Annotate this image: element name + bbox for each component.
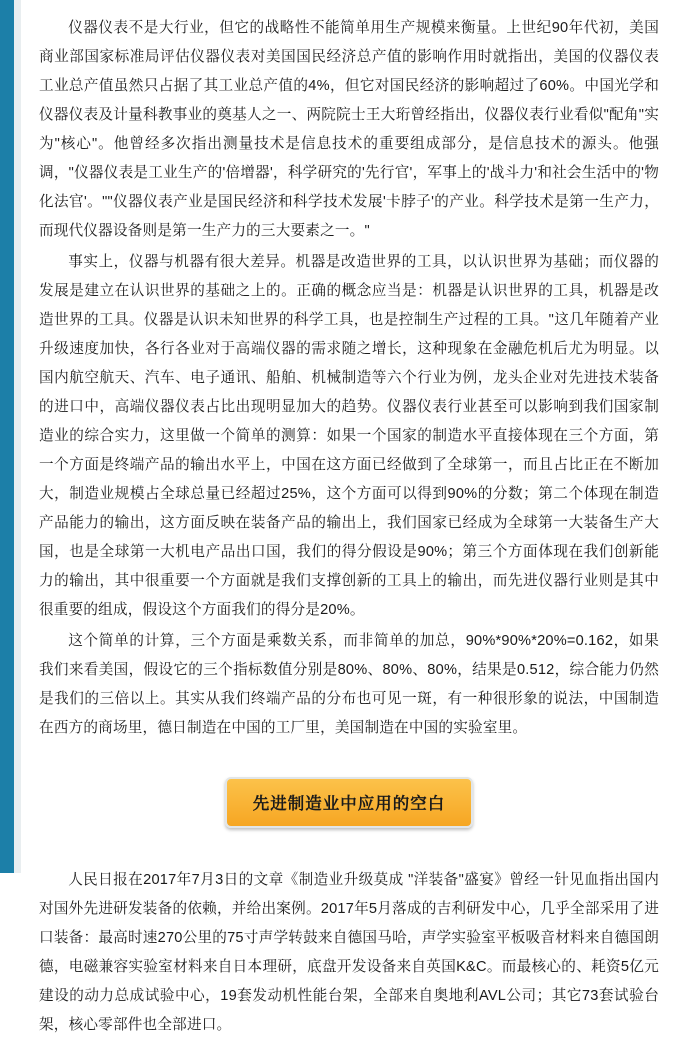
left-rail-inner-strip [14,0,21,873]
paragraph-3: 这个简单的计算，三个方面是乘数关系，而非简单的加总，90%*90%*20%=0.162，如果我们来看美国，假设它的三个指标数值分别是80%、80%、80%，结果是0.512，综合能力仍然是我们的三倍以上。其实从我们终端产品的分布也可见一斑，有一种很形象的说法，中国制造在西方的商场里，德日制造在中国的工厂里，美国制造在中国的实验室里。 [39,633,659,736]
section-heading-label: 先进制造业中应用的空白 [252,795,446,813]
paragraph-4: 人民日报在2017年7月3日的文章《制造业升级莫成 "洋装备"盛宴》曾经一针见血指出国内对国外先进研发装备的依赖，并给出案例。2017年5月落成的吉利研发中心，几乎全部采用了进口装备：最高时速270公里的75寸声学转鼓来自德国马哈，声学实验室平板吸音材料来自德国朗德，电磁兼容实验室材料来自日本理研，底盘开发设备来自英国K&C。而最核心的、耗资5亿元建设的动力总成试验中心，19套发动机性能台架，全部来自奥地利AVL公司；其它73套试验台架，核心零部件也全部进口。 [39,872,659,1033]
paragraph-2: 事实上，仪器与机器有很大差异。机器是改造世界的工具，以认识世界为基础；而仪器的发展是建立在认识世界的基础之上的。正确的概念应当是：机器是认识世界的工具，机器是改造世界的工具。仪器是认识未知世界的科学工具，也是控制生产过程的工具。"这几年随着产业升级速度加快，各行各业对于高端仪器的需求随之增长，这种现象在金融危机后尤为明显。以国内航空航天、汽车、电子通讯、船舶、机械制造等六个行业为例，龙头企业对先进技术装备的进口中，高端仪器仪表占比出现明显加大的趋势。仪器仪表行业甚至可以影响到我们国家制造业的综合实力，这里做一个简单的测算：如果一个国家的制造水平直接体现在三个方面，第一个方面是终端产品的输出水平上，中国在这方面已经做到了全球第一，而且占比正在不断加大，制造业规模占全球总量已经超过25%，这个方面可以得到90%的分数；第二个体现在制造产品能力的输出，这方面反映在装备产品的输出上，我们国家已经成为全球第一大装备生产大国，也是全球第一大机电产品出口国，我们的得分假设是90%；第三个方面体现在我们创新能力的输出，其中很重要一个方面就是我们支撑创新的工具上的输出，而先进仪器行业则是其中很重要的组成，假设这个方面我们的得分是20%。 [39,254,659,618]
document-content [21,0,679,1042]
paragraph-1: 仪器仪表不是大行业，但它的战略性不能简单用生产规模来衡量。上世纪90年代初，美国商业部国家标准局评估仪器仪表对美国国民经济总产值的影响作用时就指出，美国的仪器仪表工业总产值虽然只占据了其工业总产值的4%，但它对国民经济的影响超过了60%。中国光学和仪器仪表及计量科教事业的奠基人之一、两院院士王大珩曾经指出，仪器仪表行业看似"配角"实为"核心"。他曾经多次指出测量技术是信息技术的重要组成部分，是信息技术的源头。他强调，"仪器仪表是工业生产的'倍增器'，科学研究的'先行官'，军事上的'战斗力'和社会生活中的'物化法官'。""仪器仪表产业是国民经济和科学技术发展'卡脖子'的产业。科学技术是第一生产力，而现代仪器设备则是第一生产力的三大要素之一。" [39,20,659,239]
section-heading-container [39,777,659,828]
section-heading-badge [225,777,474,828]
spacer [39,858,659,866]
left-decorative-rail [0,0,14,873]
